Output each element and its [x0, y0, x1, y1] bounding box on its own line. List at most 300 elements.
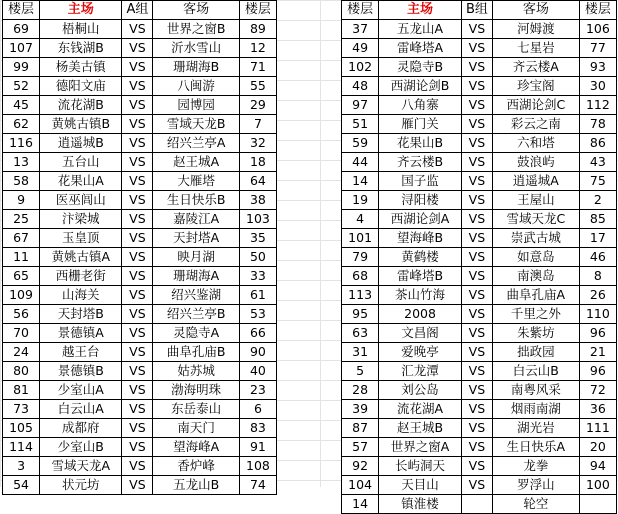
- vs-cell[interactable]: VS: [122, 153, 153, 172]
- home-floor-cell[interactable]: 51: [342, 115, 379, 134]
- vs-cell[interactable]: VS: [122, 115, 153, 134]
- home-floor-cell[interactable]: 56: [3, 305, 40, 324]
- header-group[interactable]: B组: [461, 1, 492, 20]
- table-row: [342, 381, 617, 400]
- away-team-cell[interactable]: 彩云之南: [492, 115, 579, 134]
- away-team-cell[interactable]: 曲阜孔庙B: [153, 343, 240, 362]
- away-floor-cell[interactable]: 43: [579, 153, 616, 172]
- vs-cell[interactable]: VS: [122, 305, 153, 324]
- away-team-cell[interactable]: 八闽游: [153, 77, 240, 96]
- table-row: [342, 267, 617, 286]
- table-row: [3, 248, 277, 267]
- away-team-cell[interactable]: 白云山B: [492, 362, 579, 381]
- away-floor-cell[interactable]: 12: [239, 39, 276, 58]
- home-floor-cell[interactable]: 25: [3, 210, 40, 229]
- header-home[interactable]: 主场: [379, 1, 462, 20]
- away-floor-cell[interactable]: 61: [239, 286, 276, 305]
- away-floor-cell[interactable]: 103: [239, 210, 276, 229]
- home-team-cell[interactable]: 黄姚古镇A: [40, 248, 122, 267]
- group-a-table: [2, 0, 277, 495]
- away-team-cell[interactable]: 嘉陵江A: [153, 210, 240, 229]
- away-floor-cell[interactable]: 26: [579, 286, 616, 305]
- table-row: [342, 457, 617, 476]
- away-floor-cell[interactable]: 32: [239, 134, 276, 153]
- home-floor-cell[interactable]: 104: [342, 476, 379, 495]
- vs-cell[interactable]: VS: [461, 381, 492, 400]
- home-team-cell[interactable]: 玉皇顶: [40, 229, 122, 248]
- table-row: [3, 324, 277, 343]
- away-team-cell[interactable]: 世界之窗B: [153, 20, 240, 39]
- away-floor-cell[interactable]: 18: [239, 153, 276, 172]
- home-team-cell[interactable]: 少室山B: [40, 438, 122, 457]
- home-team-cell[interactable]: 越王台: [40, 343, 122, 362]
- vs-cell[interactable]: VS: [461, 229, 492, 248]
- home-team-cell[interactable]: 刘公岛: [379, 381, 462, 400]
- home-team-cell[interactable]: 汇龙潭: [379, 362, 462, 381]
- table-row: [3, 58, 277, 77]
- away-team-cell[interactable]: 如意岛: [492, 248, 579, 267]
- home-team-cell[interactable]: 西栅老街: [40, 267, 122, 286]
- home-floor-cell[interactable]: 4: [342, 210, 379, 229]
- away-floor-cell[interactable]: 55: [239, 77, 276, 96]
- table-row: [342, 134, 617, 153]
- home-floor-cell[interactable]: 105: [3, 419, 40, 438]
- vs-cell[interactable]: VS: [122, 210, 153, 229]
- away-floor-cell[interactable]: 38: [239, 191, 276, 210]
- home-team-cell[interactable]: 齐云楼B: [379, 153, 462, 172]
- vs-cell[interactable]: VS: [461, 400, 492, 419]
- away-floor-cell[interactable]: 94: [579, 457, 616, 476]
- vs-cell[interactable]: VS: [461, 419, 492, 438]
- home-floor-cell[interactable]: 24: [3, 343, 40, 362]
- header-away-floor[interactable]: 楼层: [579, 1, 616, 20]
- away-team-cell[interactable]: 西湖论剑C: [492, 96, 579, 115]
- home-team-cell[interactable]: 爱晚亭: [379, 343, 462, 362]
- home-team-cell[interactable]: 东钱湖B: [40, 39, 122, 58]
- table-row: [3, 20, 277, 39]
- vs-cell[interactable]: VS: [122, 191, 153, 210]
- home-team-cell[interactable]: 花果山A: [40, 172, 122, 191]
- away-team-cell[interactable]: 南澳岛: [492, 267, 579, 286]
- away-floor-cell[interactable]: 77: [579, 39, 616, 58]
- home-team-cell[interactable]: 镇淮楼: [379, 495, 462, 514]
- table-row: [342, 58, 617, 77]
- header-away[interactable]: 客场: [492, 1, 579, 20]
- away-team-cell[interactable]: 望海峰A: [153, 438, 240, 457]
- vs-cell[interactable]: VS: [122, 438, 153, 457]
- table-row: [3, 305, 277, 324]
- away-floor-cell[interactable]: 96: [579, 324, 616, 343]
- table-row: [3, 457, 277, 476]
- home-floor-cell[interactable]: 79: [342, 248, 379, 267]
- away-team-cell[interactable]: 南天门: [153, 419, 240, 438]
- home-team-cell[interactable]: 望海峰B: [379, 229, 462, 248]
- vs-cell[interactable]: VS: [122, 58, 153, 77]
- home-floor-cell[interactable]: 116: [3, 134, 40, 153]
- home-team-cell[interactable]: 杨美古镇: [40, 58, 122, 77]
- home-floor-cell[interactable]: 28: [342, 381, 379, 400]
- table-row: [3, 400, 277, 419]
- away-team-cell[interactable]: 生日快乐B: [153, 191, 240, 210]
- home-floor-cell[interactable]: 62: [3, 115, 40, 134]
- away-team-cell[interactable]: 姑苏城: [153, 362, 240, 381]
- away-team-cell[interactable]: 鼓浪屿: [492, 153, 579, 172]
- away-floor-cell[interactable]: 36: [579, 400, 616, 419]
- away-floor-cell[interactable]: 112: [579, 96, 616, 115]
- away-floor-cell[interactable]: 29: [239, 96, 276, 115]
- away-team-cell[interactable]: 轮空: [492, 495, 579, 514]
- home-floor-cell[interactable]: 114: [3, 438, 40, 457]
- header-row: [3, 1, 277, 20]
- away-team-cell[interactable]: 大雁塔: [153, 172, 240, 191]
- home-floor-cell[interactable]: 31: [342, 343, 379, 362]
- vs-cell[interactable]: VS: [122, 96, 153, 115]
- vs-cell[interactable]: VS: [461, 96, 492, 115]
- home-team-cell[interactable]: 梧桐山: [40, 20, 122, 39]
- home-floor-cell[interactable]: 70: [3, 324, 40, 343]
- away-team-cell[interactable]: 灵隐寺A: [153, 324, 240, 343]
- home-floor-cell[interactable]: 52: [3, 77, 40, 96]
- vs-cell[interactable]: VS: [461, 134, 492, 153]
- home-floor-cell[interactable]: 73: [3, 400, 40, 419]
- home-team-cell[interactable]: 汴梁城: [40, 210, 122, 229]
- away-team-cell[interactable]: 雪域天龙B: [153, 115, 240, 134]
- home-team-cell[interactable]: 黄姚古镇B: [40, 115, 122, 134]
- vs-cell[interactable]: VS: [122, 267, 153, 286]
- vs-cell[interactable]: VS: [122, 457, 153, 476]
- away-team-cell[interactable]: 东岳泰山: [153, 400, 240, 419]
- home-floor-cell[interactable]: 101: [342, 229, 379, 248]
- vs-cell[interactable]: VS: [461, 115, 492, 134]
- away-floor-cell[interactable]: 2: [579, 191, 616, 210]
- away-team-cell[interactable]: 龙拳: [492, 457, 579, 476]
- table-row: [342, 324, 617, 343]
- header-away[interactable]: 客场: [153, 1, 240, 20]
- vs-cell[interactable]: VS: [461, 286, 492, 305]
- vs-cell[interactable]: VS: [461, 343, 492, 362]
- home-floor-cell[interactable]: 14: [342, 495, 379, 514]
- away-team-cell[interactable]: 罗浮山: [492, 476, 579, 495]
- table-row: [3, 476, 277, 495]
- away-team-cell[interactable]: 渤海明珠: [153, 381, 240, 400]
- home-floor-cell[interactable]: 81: [3, 381, 40, 400]
- away-team-cell[interactable]: 河姆渡: [492, 20, 579, 39]
- away-team-cell[interactable]: 珊瑚海A: [153, 267, 240, 286]
- away-team-cell[interactable]: 六和塔: [492, 134, 579, 153]
- table-row: [3, 77, 277, 96]
- home-floor-cell[interactable]: 97: [342, 96, 379, 115]
- vs-cell[interactable]: VS: [461, 191, 492, 210]
- vs-cell[interactable]: VS: [122, 20, 153, 39]
- home-team-cell[interactable]: 茶山竹海: [379, 286, 462, 305]
- vs-cell[interactable]: VS: [461, 267, 492, 286]
- home-floor-cell[interactable]: 95: [342, 305, 379, 324]
- away-team-cell[interactable]: 香炉峰: [153, 457, 240, 476]
- header-row: [342, 1, 617, 20]
- vs-cell[interactable]: VS: [122, 419, 153, 438]
- away-floor-cell[interactable]: 111: [579, 419, 616, 438]
- home-team-cell[interactable]: 五龙山A: [379, 20, 462, 39]
- away-team-cell[interactable]: 千里之外: [492, 305, 579, 324]
- away-floor-cell[interactable]: 23: [239, 381, 276, 400]
- away-team-cell[interactable]: 雪域天龙C: [492, 210, 579, 229]
- home-floor-cell[interactable]: 109: [3, 286, 40, 305]
- away-team-cell[interactable]: 生日快乐A: [492, 438, 579, 457]
- home-team-cell[interactable]: 景德镇A: [40, 324, 122, 343]
- table-row: [342, 77, 617, 96]
- away-team-cell[interactable]: 曲阜孔庙A: [492, 286, 579, 305]
- home-floor-cell[interactable]: 14: [342, 172, 379, 191]
- vs-cell[interactable]: VS: [122, 343, 153, 362]
- away-team-cell[interactable]: 天封塔A: [153, 229, 240, 248]
- away-floor-cell[interactable]: 91: [239, 438, 276, 457]
- away-floor-cell[interactable]: 72: [579, 381, 616, 400]
- home-floor-cell[interactable]: 19: [342, 191, 379, 210]
- vs-cell[interactable]: [461, 495, 492, 514]
- vs-cell[interactable]: VS: [122, 476, 153, 495]
- home-floor-cell[interactable]: 107: [3, 39, 40, 58]
- home-floor-cell[interactable]: 99: [3, 58, 40, 77]
- table-row: [342, 495, 617, 514]
- away-floor-cell[interactable]: 93: [579, 58, 616, 77]
- table-row: [342, 96, 617, 115]
- away-team-cell[interactable]: 珍宝阁: [492, 77, 579, 96]
- table-row: [342, 229, 617, 248]
- away-floor-cell[interactable]: 71: [239, 58, 276, 77]
- away-floor-cell[interactable]: 6: [239, 400, 276, 419]
- vs-cell[interactable]: VS: [461, 153, 492, 172]
- away-floor-cell[interactable]: 40: [239, 362, 276, 381]
- table-row: [3, 381, 277, 400]
- away-team-cell[interactable]: 绍兴兰亭B: [153, 305, 240, 324]
- home-floor-cell[interactable]: 3: [3, 457, 40, 476]
- vs-cell[interactable]: VS: [461, 77, 492, 96]
- away-floor-cell[interactable]: 89: [239, 20, 276, 39]
- home-team-cell[interactable]: 西湖论剑B: [379, 77, 462, 96]
- home-floor-cell[interactable]: 65: [3, 267, 40, 286]
- home-floor-cell[interactable]: 39: [342, 400, 379, 419]
- home-team-cell[interactable]: 文昌阁: [379, 324, 462, 343]
- vs-cell[interactable]: VS: [461, 20, 492, 39]
- home-team-cell[interactable]: 雷峰塔A: [379, 39, 462, 58]
- home-team-cell[interactable]: 赵王城B: [379, 419, 462, 438]
- home-floor-cell[interactable]: 113: [342, 286, 379, 305]
- away-floor-cell[interactable]: 7: [239, 115, 276, 134]
- away-floor-cell[interactable]: 35: [239, 229, 276, 248]
- vs-cell[interactable]: VS: [461, 438, 492, 457]
- table-row: [3, 210, 277, 229]
- home-floor-cell[interactable]: 63: [342, 324, 379, 343]
- home-team-cell[interactable]: 流花湖B: [40, 96, 122, 115]
- away-floor-cell[interactable]: [579, 495, 616, 514]
- home-floor-cell[interactable]: 87: [342, 419, 379, 438]
- vs-cell[interactable]: VS: [122, 134, 153, 153]
- away-team-cell[interactable]: 王屋山: [492, 191, 579, 210]
- home-floor-cell[interactable]: 9: [3, 191, 40, 210]
- table-row: [342, 476, 617, 495]
- away-team-cell[interactable]: 逍遥城A: [492, 172, 579, 191]
- vs-cell[interactable]: VS: [122, 362, 153, 381]
- away-team-cell[interactable]: 烟雨南湖: [492, 400, 579, 419]
- vs-cell[interactable]: VS: [461, 172, 492, 191]
- away-floor-cell[interactable]: 75: [579, 172, 616, 191]
- vs-cell[interactable]: VS: [122, 400, 153, 419]
- away-floor-cell[interactable]: 33: [239, 267, 276, 286]
- home-floor-cell[interactable]: 80: [3, 362, 40, 381]
- home-team-cell[interactable]: 状元坊: [40, 476, 122, 495]
- table-row: [342, 362, 617, 381]
- away-floor-cell[interactable]: 74: [239, 476, 276, 495]
- home-team-cell[interactable]: 浔阳楼: [379, 191, 462, 210]
- home-floor-cell[interactable]: 102: [342, 58, 379, 77]
- home-floor-cell[interactable]: 37: [342, 20, 379, 39]
- home-team-cell[interactable]: 天目山: [379, 476, 462, 495]
- table-row: [3, 172, 277, 191]
- away-team-cell[interactable]: 七星岩: [492, 39, 579, 58]
- away-team-cell[interactable]: 南粤风采: [492, 381, 579, 400]
- away-team-cell[interactable]: 五龙山B: [153, 476, 240, 495]
- home-team-cell[interactable]: 医巫闾山: [40, 191, 122, 210]
- vs-cell[interactable]: VS: [122, 39, 153, 58]
- away-floor-cell[interactable]: 50: [239, 248, 276, 267]
- home-team-cell[interactable]: 2008: [379, 305, 462, 324]
- away-floor-cell[interactable]: 78: [579, 115, 616, 134]
- away-team-cell[interactable]: 赵王城A: [153, 153, 240, 172]
- table-row: [342, 172, 617, 191]
- home-floor-cell[interactable]: 11: [3, 248, 40, 267]
- vs-cell[interactable]: VS: [122, 324, 153, 343]
- away-floor-cell[interactable]: 108: [239, 457, 276, 476]
- away-floor-cell[interactable]: 21: [579, 343, 616, 362]
- vs-cell[interactable]: VS: [122, 229, 153, 248]
- away-floor-cell[interactable]: 53: [239, 305, 276, 324]
- table-row: [342, 400, 617, 419]
- table-row: [3, 96, 277, 115]
- home-floor-cell[interactable]: 58: [3, 172, 40, 191]
- vs-cell[interactable]: VS: [461, 324, 492, 343]
- vs-cell[interactable]: VS: [122, 77, 153, 96]
- table-row: [3, 134, 277, 153]
- vs-cell[interactable]: VS: [461, 305, 492, 324]
- away-floor-cell[interactable]: 17: [579, 229, 616, 248]
- away-floor-cell[interactable]: 8: [579, 267, 616, 286]
- away-floor-cell[interactable]: 30: [579, 77, 616, 96]
- home-floor-cell[interactable]: 13: [3, 153, 40, 172]
- away-floor-cell[interactable]: 96: [579, 362, 616, 381]
- away-floor-cell[interactable]: 90: [239, 343, 276, 362]
- vs-cell[interactable]: VS: [461, 58, 492, 77]
- home-team-cell[interactable]: 世界之窗A: [379, 438, 462, 457]
- home-floor-cell[interactable]: 49: [342, 39, 379, 58]
- vs-cell[interactable]: VS: [122, 172, 153, 191]
- home-floor-cell[interactable]: 57: [342, 438, 379, 457]
- vs-cell[interactable]: VS: [461, 362, 492, 381]
- table-row: [3, 115, 277, 134]
- home-team-cell[interactable]: 景德镇B: [40, 362, 122, 381]
- header-away-floor[interactable]: 楼层: [239, 1, 276, 20]
- vs-cell[interactable]: VS: [122, 286, 153, 305]
- away-floor-cell[interactable]: 20: [579, 438, 616, 457]
- home-floor-cell[interactable]: 44: [342, 153, 379, 172]
- home-team-cell[interactable]: 流花湖A: [379, 400, 462, 419]
- away-team-cell[interactable]: 绍兴鉴湖: [153, 286, 240, 305]
- away-floor-cell[interactable]: 64: [239, 172, 276, 191]
- home-floor-cell[interactable]: 69: [3, 20, 40, 39]
- home-team-cell[interactable]: 白云山A: [40, 400, 122, 419]
- home-team-cell[interactable]: 八角寨: [379, 96, 462, 115]
- home-floor-cell[interactable]: 68: [342, 267, 379, 286]
- home-team-cell[interactable]: 雁门关: [379, 115, 462, 134]
- vs-cell[interactable]: VS: [122, 248, 153, 267]
- table-row: [342, 438, 617, 457]
- away-floor-cell[interactable]: 100: [579, 476, 616, 495]
- home-floor-cell[interactable]: 45: [3, 96, 40, 115]
- home-team-cell[interactable]: 黄鹤楼: [379, 248, 462, 267]
- home-team-cell[interactable]: 逍遥城B: [40, 134, 122, 153]
- table-row: [342, 305, 617, 324]
- home-team-cell[interactable]: 成都府: [40, 419, 122, 438]
- header-home-floor[interactable]: 楼层: [3, 1, 40, 20]
- home-floor-cell[interactable]: 54: [3, 476, 40, 495]
- away-team-cell[interactable]: 园博园: [153, 96, 240, 115]
- away-floor-cell[interactable]: 83: [239, 419, 276, 438]
- vs-cell[interactable]: VS: [461, 248, 492, 267]
- vs-cell[interactable]: VS: [461, 39, 492, 58]
- home-team-cell[interactable]: 长屿洞天: [379, 457, 462, 476]
- away-team-cell[interactable]: 湖光岩: [492, 419, 579, 438]
- home-team-cell[interactable]: 五台山: [40, 153, 122, 172]
- away-floor-cell[interactable]: 85: [579, 210, 616, 229]
- header-home[interactable]: 主场: [40, 1, 122, 20]
- away-team-cell[interactable]: 朱紫坊: [492, 324, 579, 343]
- home-floor-cell[interactable]: 92: [342, 457, 379, 476]
- vs-cell[interactable]: VS: [461, 457, 492, 476]
- header-group[interactable]: A组: [122, 1, 153, 20]
- away-team-cell[interactable]: 沂水雪山: [153, 39, 240, 58]
- away-team-cell[interactable]: 崇武古城: [492, 229, 579, 248]
- home-team-cell[interactable]: 雷峰塔B: [379, 267, 462, 286]
- home-team-cell[interactable]: 花果山B: [379, 134, 462, 153]
- away-floor-cell[interactable]: 106: [579, 20, 616, 39]
- away-team-cell[interactable]: 拙政园: [492, 343, 579, 362]
- away-team-cell[interactable]: 映月湖: [153, 248, 240, 267]
- home-team-cell[interactable]: 少室山A: [40, 381, 122, 400]
- home-floor-cell[interactable]: 48: [342, 77, 379, 96]
- home-team-cell[interactable]: 灵隐寺B: [379, 58, 462, 77]
- home-team-cell[interactable]: 国子监: [379, 172, 462, 191]
- header-home-floor[interactable]: 楼层: [342, 1, 379, 20]
- table-row: [342, 191, 617, 210]
- vs-cell[interactable]: VS: [461, 210, 492, 229]
- away-floor-cell[interactable]: 66: [239, 324, 276, 343]
- home-floor-cell[interactable]: 67: [3, 229, 40, 248]
- away-floor-cell[interactable]: 46: [579, 248, 616, 267]
- away-team-cell[interactable]: 绍兴兰亭A: [153, 134, 240, 153]
- home-team-cell[interactable]: 天封塔B: [40, 305, 122, 324]
- vs-cell[interactable]: VS: [122, 381, 153, 400]
- home-team-cell[interactable]: 西湖论剑A: [379, 210, 462, 229]
- away-floor-cell[interactable]: 110: [579, 305, 616, 324]
- away-floor-cell[interactable]: 86: [579, 134, 616, 153]
- home-floor-cell[interactable]: 5: [342, 362, 379, 381]
- away-team-cell[interactable]: 珊瑚海B: [153, 58, 240, 77]
- vs-cell[interactable]: VS: [461, 476, 492, 495]
- home-floor-cell[interactable]: 59: [342, 134, 379, 153]
- home-team-cell[interactable]: 德阳文庙: [40, 77, 122, 96]
- home-team-cell[interactable]: 山海关: [40, 286, 122, 305]
- away-team-cell[interactable]: 齐云楼A: [492, 58, 579, 77]
- home-team-cell[interactable]: 雪域天龙A: [40, 457, 122, 476]
